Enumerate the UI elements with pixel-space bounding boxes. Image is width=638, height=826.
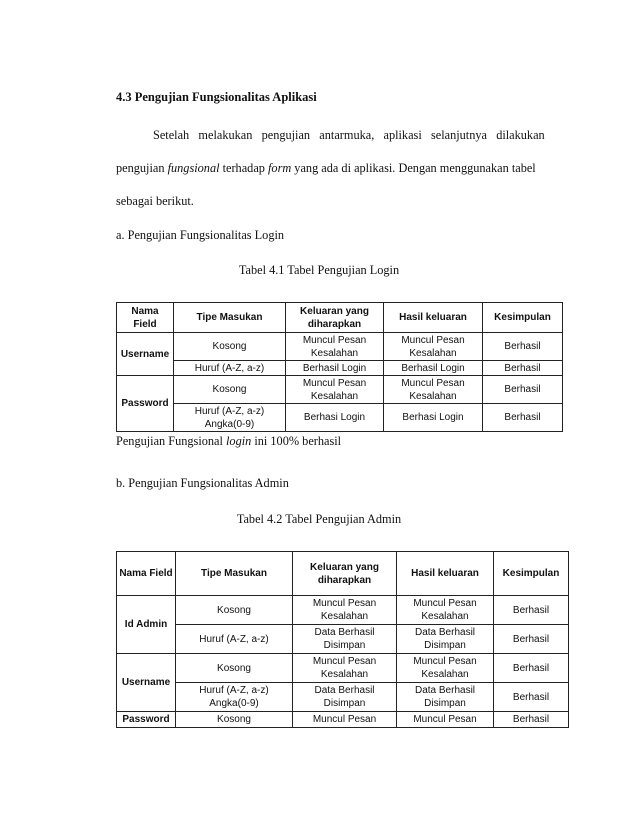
column-header: Kesimpulan (494, 552, 569, 596)
paragraph-text: terhadap (219, 161, 268, 175)
column-header: Hasil keluaran (384, 303, 483, 333)
actual-output-cell: Berhasi Login (384, 404, 483, 432)
actual-output-cell: Muncul Pesan Kesalahan (397, 654, 494, 683)
input-type-cell: Huruf (A-Z, a-z) Angka(0-9) (176, 683, 293, 712)
expected-output-cell: Data Berhasil Disimpan (293, 625, 397, 654)
expected-output-cell: Berhasil Login (286, 361, 384, 376)
table-header-row (117, 303, 563, 333)
paragraph-line-1: Setelah melakukan pengujian antarmuka, aplikasi selanjutnya dilakukan (153, 128, 545, 142)
actual-output-cell: Muncul Pesan Kesalahan (384, 376, 483, 404)
expected-output-cell: Muncul Pesan Kesalahan (286, 333, 384, 361)
table-row (117, 376, 563, 404)
actual-output-cell: Data Berhasil Disimpan (397, 683, 494, 712)
table-row (117, 654, 569, 683)
note-italic-term: login (226, 434, 252, 448)
actual-output-cell: Muncul Pesan Kesalahan (384, 333, 483, 361)
table-row (117, 596, 569, 625)
table-row (117, 361, 563, 376)
conclusion-cell: Berhasil (494, 596, 569, 625)
note-text: Pengujian Fungsional (116, 434, 226, 448)
login-table-caption: Tabel 4.1 Tabel Pengujian Login (238, 263, 400, 277)
conclusion-cell: Berhasil (483, 376, 563, 404)
table-row (117, 625, 569, 654)
conclusion-cell: Berhasil (494, 683, 569, 712)
input-type-cell: Huruf (A-Z, a-z) (176, 625, 293, 654)
table-row (117, 404, 563, 432)
conclusion-cell: Berhasil (494, 625, 569, 654)
login-subheading: a. Pengujian Fungsionalitas Login (116, 228, 285, 242)
input-type-cell: Kosong (174, 333, 286, 361)
expected-output-cell: Muncul Pesan (293, 712, 397, 728)
admin-subheading: b. Pengujian Fungsionalitas Admin (116, 476, 289, 490)
paragraph-line-2 (116, 161, 536, 176)
expected-output-cell: Muncul Pesan Kesalahan (293, 654, 397, 683)
input-type-cell: Kosong (176, 596, 293, 625)
input-type-cell: Kosong (176, 712, 293, 728)
paragraph-italic-term: form (268, 161, 292, 175)
login-table (116, 302, 563, 432)
conclusion-cell: Berhasil (494, 712, 569, 728)
column-header: Keluaran yang diharapkan (293, 552, 397, 596)
conclusion-cell: Berhasil (494, 654, 569, 683)
paragraph-italic-term: fungsional (167, 161, 220, 175)
expected-output-cell: Muncul Pesan Kesalahan (293, 596, 397, 625)
column-header: Hasil keluaran (397, 552, 494, 596)
input-type-cell: Kosong (174, 376, 286, 404)
conclusion-cell: Berhasil (483, 404, 563, 432)
field-name-cell: Id Admin (117, 596, 176, 654)
field-name-cell: Username (117, 654, 176, 712)
input-type-cell: Huruf (A-Z, a-z) Angka(0-9) (174, 404, 286, 432)
table-row (117, 683, 569, 712)
column-header: Keluaran yang diharapkan (286, 303, 384, 333)
paragraph-line-3: sebagai berikut. (116, 194, 194, 208)
expected-output-cell: Berhasi Login (286, 404, 384, 432)
table-row (117, 712, 569, 728)
note-text: ini 100% berhasil (251, 434, 342, 448)
paragraph-text: pengujian (116, 161, 168, 175)
admin-table-caption: Tabel 4.2 Tabel Pengujian Admin (236, 512, 402, 526)
actual-output-cell: Muncul Pesan Kesalahan (397, 596, 494, 625)
admin-table (116, 551, 569, 728)
expected-output-cell: Data Berhasil Disimpan (293, 683, 397, 712)
paragraph-text: yang ada di aplikasi. Dengan menggunakan tabel (291, 161, 536, 175)
column-header: Tipe Masukan (176, 552, 293, 596)
input-type-cell: Kosong (176, 654, 293, 683)
section-heading: 4.3 Pengujian Fungsionalitas Aplikasi (116, 90, 317, 104)
conclusion-cell: Berhasil (483, 333, 563, 361)
actual-output-cell: Data Berhasil Disimpan (397, 625, 494, 654)
expected-output-cell: Muncul Pesan Kesalahan (286, 376, 384, 404)
input-type-cell: Huruf (A-Z, a-z) (174, 361, 286, 376)
column-header: Nama Field (117, 303, 174, 333)
column-header: Kesimpulan (483, 303, 563, 333)
login-result-note (116, 434, 341, 449)
column-header: Tipe Masukan (174, 303, 286, 333)
field-name-cell: Password (117, 712, 176, 728)
actual-output-cell: Berhasil Login (384, 361, 483, 376)
table-row (117, 333, 563, 361)
column-header: Nama Field (117, 552, 176, 596)
field-name-cell: Username (117, 333, 174, 376)
table-header-row (117, 552, 569, 596)
actual-output-cell: Muncul Pesan (397, 712, 494, 728)
field-name-cell: Password (117, 376, 174, 432)
conclusion-cell: Berhasil (483, 361, 563, 376)
